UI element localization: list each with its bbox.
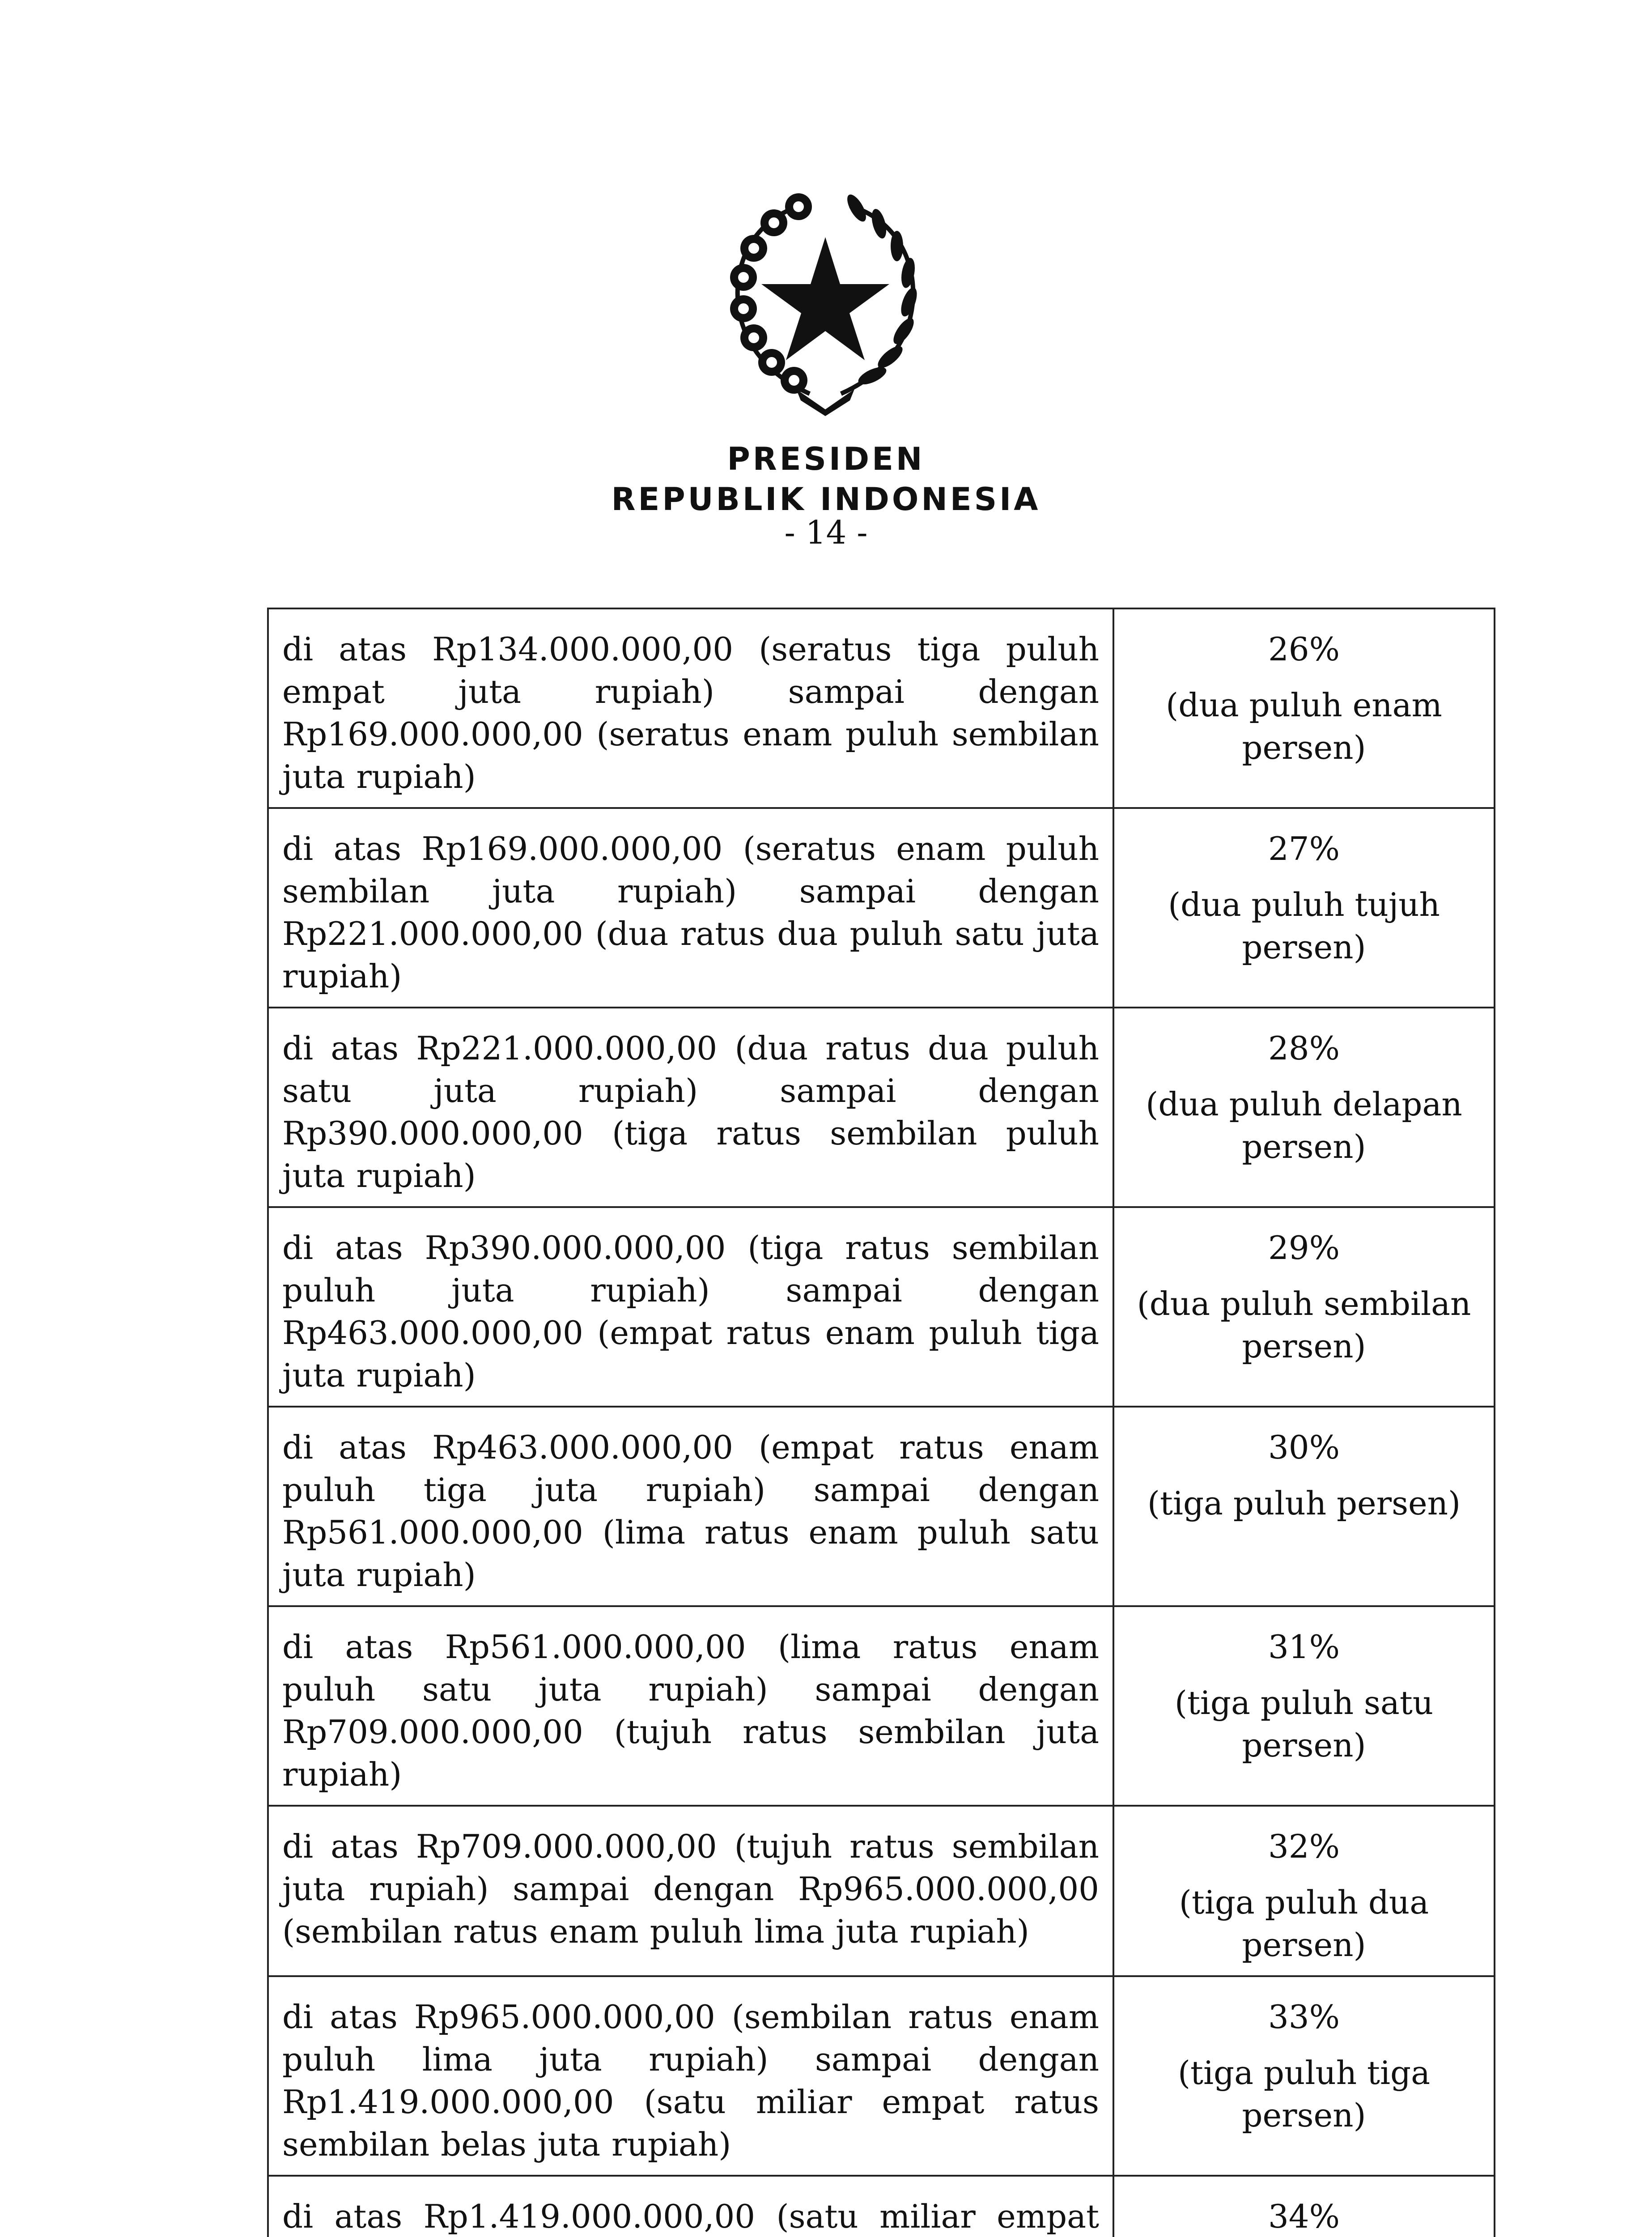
tax-rate-words: (tiga puluh tiga persen) xyxy=(1177,2054,1431,2134)
table-row xyxy=(268,2176,1495,2237)
tax-rate-percent: 32% xyxy=(1268,1828,1340,1865)
table-row xyxy=(268,1606,1495,1806)
tax-rate-cell xyxy=(1113,1976,1495,2176)
tax-rate-words: (tiga puluh dua persen) xyxy=(1179,1884,1429,1964)
tax-rate-percent: 33% xyxy=(1268,1998,1340,2036)
table-row xyxy=(268,1008,1495,1207)
income-range-text: di atas Rp1.419.000.000,00 (satu miliar empat xyxy=(282,2198,1099,2235)
header-subtitle: REPUBLIK INDONESIA xyxy=(611,481,1041,518)
header-title: PRESIDEN xyxy=(727,441,925,477)
income-range-cell xyxy=(268,1207,1113,1407)
income-range-cell xyxy=(268,808,1113,1008)
income-range-cell xyxy=(268,1008,1113,1207)
table-row xyxy=(268,1407,1495,1606)
tax-rate-cell xyxy=(1113,1207,1495,1407)
income-range-cell xyxy=(268,2176,1113,2237)
tax-rate-cell xyxy=(1113,1606,1495,1806)
tax-rate-words: (dua puluh sembilan persen) xyxy=(1137,1285,1471,1365)
table-row xyxy=(268,808,1495,1008)
income-range-text: di atas Rp390.000.000,00 (tiga ratus sembilan puluh juta rupiah) sampai dengan Rp463.000.000,00 (empat ratus enam puluh tiga juta rupiah) xyxy=(282,1229,1099,1394)
presidential-emblem-icon xyxy=(707,188,944,421)
tax-rate-cell xyxy=(1113,1008,1495,1207)
income-range-text: di atas Rp965.000.000,00 (sembilan ratus enam puluh lima juta rupiah) sampai dengan Rp1.419.000.000,00 (satu miliar empat ratus sembilan belas juta rupiah) xyxy=(282,1998,1099,2163)
tax-rate-percent: 26% xyxy=(1268,630,1340,668)
income-range-cell xyxy=(268,608,1113,808)
tax-rate-percent: 30% xyxy=(1268,1429,1340,1466)
table-row xyxy=(268,1806,1495,1976)
table-row xyxy=(268,1207,1495,1407)
tax-rate-percent: 27% xyxy=(1268,830,1340,868)
tax-rate-cell xyxy=(1113,1806,1495,1976)
tax-rate-words: (tiga puluh satu persen) xyxy=(1174,1684,1434,1764)
income-range-cell xyxy=(268,1806,1113,1976)
tax-rate-cell xyxy=(1113,1407,1495,1606)
tariff-table xyxy=(267,608,1495,2237)
tax-rate-percent: 29% xyxy=(1268,1229,1340,1267)
tax-rate-cell xyxy=(1113,808,1495,1008)
income-range-cell xyxy=(268,1606,1113,1806)
tax-rate-words: (dua puluh enam persen) xyxy=(1166,686,1442,766)
tax-rate-percent: 28% xyxy=(1268,1029,1340,1067)
income-range-text: di atas Rp169.000.000,00 (seratus enam puluh sembilan juta rupiah) sampai dengan Rp221.000.000,00 (dua ratus dua puluh satu juta rupiah) xyxy=(282,830,1099,995)
tax-rate-percent: 31% xyxy=(1268,1628,1340,1666)
table-row xyxy=(268,1976,1495,2176)
income-range-text: di atas Rp134.000.000,00 (seratus tiga puluh empat juta rupiah) sampai dengan Rp169.000.000,00 (seratus enam puluh sembilan juta rupiah) xyxy=(282,630,1099,795)
table-row xyxy=(268,608,1495,808)
tax-rate-cell xyxy=(1113,608,1495,808)
tax-rate-percent: 34% xyxy=(1268,2198,1340,2235)
page-number: - 14 - xyxy=(784,514,868,551)
income-range-text: di atas Rp221.000.000,00 (dua ratus dua puluh satu juta rupiah) sampai dengan Rp390.000.000,00 (tiga ratus sembilan puluh juta rupiah) xyxy=(282,1029,1099,1195)
tax-rate-words: (tiga puluh persen) xyxy=(1147,1484,1461,1522)
income-range-cell xyxy=(268,1976,1113,2176)
income-range-text: di atas Rp463.000.000,00 (empat ratus enam puluh tiga juta rupiah) sampai dengan Rp561.000.000,00 (lima ratus enam puluh satu juta rupiah) xyxy=(282,1429,1099,1594)
tax-rate-words: (dua puluh delapan persen) xyxy=(1146,1085,1462,1165)
income-range-cell xyxy=(268,1407,1113,1606)
income-range-text: di atas Rp709.000.000,00 (tujuh ratus sembilan juta rupiah) sampai dengan Rp965.000.000,00 (sembilan ratus enam puluh lima juta rupiah) xyxy=(282,1828,1099,1950)
tax-rate-words: (dua puluh tujuh persen) xyxy=(1168,886,1440,966)
income-range-text: di atas Rp561.000.000,00 (lima ratus enam puluh satu juta rupiah) sampai dengan Rp709.000.000,00 (tujuh ratus sembilan juta rupiah) xyxy=(282,1628,1099,1793)
tax-rate-cell xyxy=(1113,2176,1495,2237)
